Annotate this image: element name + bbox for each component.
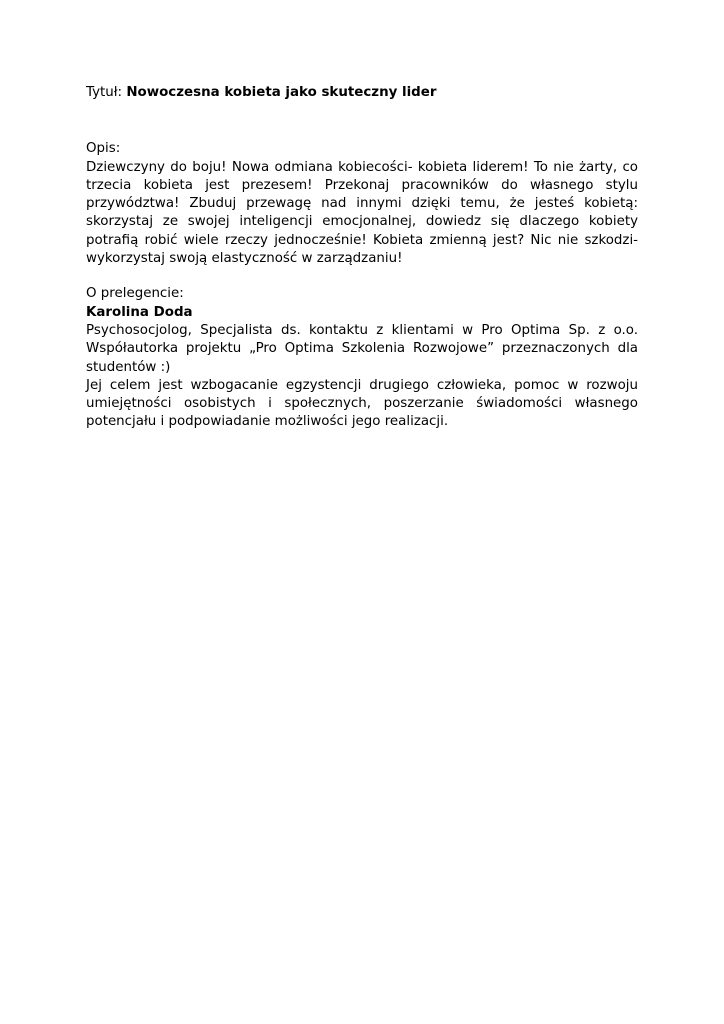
speaker-bio-goal: Jej celem jest wzbogacanie egzystencji drugiego człowieka, pomoc w rozwoju umiejętności osobistych i społecznych, poszerzanie świadomości własnego potencjału i podpowiadanie możliwości jego realizacji.: [86, 377, 638, 430]
document-title: Nowoczesna kobieta jako skuteczny lider: [126, 85, 437, 100]
title-line: [86, 84, 638, 102]
description-label: Opis:: [86, 141, 121, 157]
title-prefix: Tytuł:: [86, 85, 127, 100]
description-text: Dziewczyny do boju! Nowa odmiana kobiecości- kobieta liderem! To nie żarty, co trzecia kobieta jest prezesem! Przekonaj pracowników do własnego stylu przywództwa! Zbuduj przewagę nad innymi dzięki temu, że jesteś kobietą: skorzystaj ze swojej inteligencji emocjonalnej, dowiedz się dlaczego kobiety potrafią robić wiele rzeczy jednocześnie! Kobieta zmienną jest? Nic nie szkodzi- wykorzystaj swoją elastyczność w zarządzaniu!: [86, 159, 638, 267]
speaker-label: O prelegencie:: [86, 286, 184, 302]
speaker-name: Karolina Doda: [86, 304, 193, 320]
speaker-bio: Psychosocjolog, Specjalista ds. kontaktu z klientami w Pro Optima Sp. z o.o. Współautorka projektu „Pro Optima Szkolenia Rozwojowe” przeznaczonych dla studentów :): [86, 322, 638, 375]
document-page: [86, 84, 638, 432]
spacer: [86, 102, 638, 140]
spacer: [86, 268, 638, 285]
